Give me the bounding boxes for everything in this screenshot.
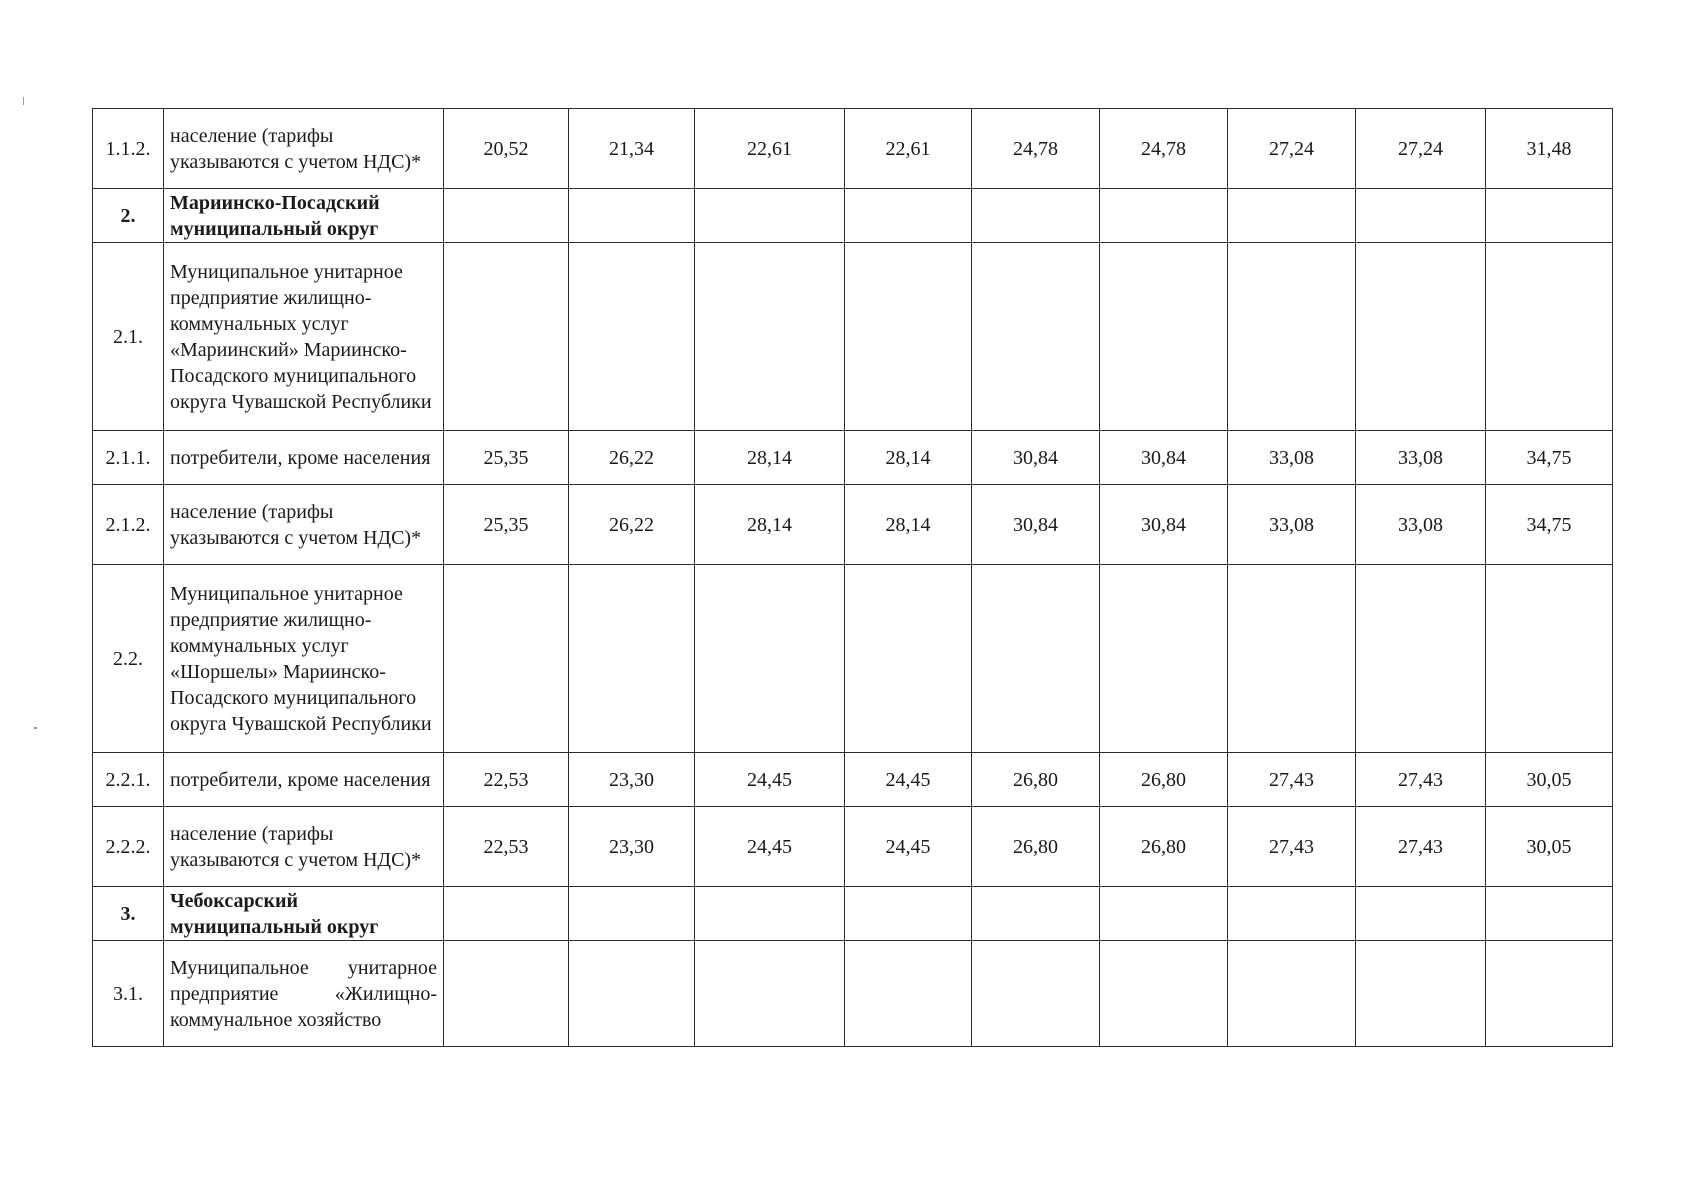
table-cell <box>1100 941 1228 1047</box>
table-cell: 33,08 <box>1228 431 1356 485</box>
row-number: 2. <box>93 189 164 243</box>
table-cell <box>1356 887 1486 941</box>
row-name: потребители, кроме населения <box>164 753 444 807</box>
row-name: население (тарифы указываются с учетом НДС)* <box>164 109 444 189</box>
table-cell: 24,78 <box>972 109 1100 189</box>
table-cell <box>444 565 569 753</box>
table-cell <box>1228 887 1356 941</box>
table-row <box>93 807 1613 887</box>
table-cell <box>1486 243 1613 431</box>
table-cell <box>569 189 695 243</box>
row-number: 2.2.1. <box>93 753 164 807</box>
table-cell: 27,24 <box>1356 109 1486 189</box>
table-cell: 22,61 <box>695 109 845 189</box>
table-cell <box>1486 189 1613 243</box>
table-cell <box>1228 565 1356 753</box>
table-cell <box>444 243 569 431</box>
table-cell: 25,35 <box>444 485 569 565</box>
table-cell: 26,80 <box>1100 807 1228 887</box>
row-number: 1.1.2. <box>93 109 164 189</box>
table-cell <box>1100 887 1228 941</box>
table-cell <box>695 189 845 243</box>
table-cell: 24,45 <box>695 807 845 887</box>
table-row <box>93 109 1613 189</box>
table-cell: 28,14 <box>695 485 845 565</box>
table-row <box>93 887 1613 941</box>
row-name: Муниципальное унитарное предприятие жилищно-коммунальных услуг «Шоршелы» Мариинско-Посадского муниципального округа Чувашской Республики <box>164 565 444 753</box>
table-cell <box>845 243 972 431</box>
table-cell <box>695 887 845 941</box>
table-row <box>93 243 1613 431</box>
table-cell: 28,14 <box>695 431 845 485</box>
tariff-table <box>92 108 1613 1047</box>
table-cell: 24,78 <box>1100 109 1228 189</box>
table-cell: 22,61 <box>845 109 972 189</box>
table-cell <box>1228 941 1356 1047</box>
table-cell <box>695 565 845 753</box>
table-cell: 28,14 <box>845 431 972 485</box>
row-number: 3. <box>93 887 164 941</box>
table-row <box>93 431 1613 485</box>
table-cell <box>1100 565 1228 753</box>
row-name: Муниципальное унитарное предприятие «Жилищно-коммунальное хозяйство <box>164 941 444 1047</box>
table-cell <box>845 189 972 243</box>
table-cell: 23,30 <box>569 807 695 887</box>
table-cell: 33,08 <box>1228 485 1356 565</box>
table-cell: 26,80 <box>1100 753 1228 807</box>
table-cell <box>1356 565 1486 753</box>
table-cell: 26,80 <box>972 753 1100 807</box>
table-cell <box>1100 189 1228 243</box>
table-cell: 34,75 <box>1486 485 1613 565</box>
table-cell: 24,45 <box>845 807 972 887</box>
table-cell: 26,80 <box>972 807 1100 887</box>
row-name: Муниципальное унитарное предприятие жилищно-коммунальных услуг «Мариинский» Мариинско-Посадского муниципального округа Чувашской Республики <box>164 243 444 431</box>
table-cell: 27,43 <box>1356 753 1486 807</box>
table-cell: 30,84 <box>1100 485 1228 565</box>
table-cell: 30,05 <box>1486 753 1613 807</box>
table-cell <box>569 941 695 1047</box>
row-number: 2.1.1. <box>93 431 164 485</box>
table-cell <box>1486 887 1613 941</box>
table-cell: 23,30 <box>569 753 695 807</box>
table-cell: 27,24 <box>1228 109 1356 189</box>
row-name: население (тарифы указываются с учетом НДС)* <box>164 485 444 565</box>
table-cell <box>1486 941 1613 1047</box>
table-cell <box>845 565 972 753</box>
table-cell: 33,08 <box>1356 485 1486 565</box>
table-cell <box>695 941 845 1047</box>
row-number: 3.1. <box>93 941 164 1047</box>
table-cell: 26,22 <box>569 431 695 485</box>
table-cell <box>1486 565 1613 753</box>
table-cell <box>444 189 569 243</box>
table-cell: 22,53 <box>444 807 569 887</box>
table-cell <box>845 887 972 941</box>
row-number: 2.1.2. <box>93 485 164 565</box>
table-cell <box>1228 243 1356 431</box>
table-cell: 26,22 <box>569 485 695 565</box>
table-cell <box>1100 243 1228 431</box>
table-cell <box>972 565 1100 753</box>
table-cell <box>1356 243 1486 431</box>
table-cell: 27,43 <box>1228 807 1356 887</box>
table-cell: 30,05 <box>1486 807 1613 887</box>
table-cell <box>845 941 972 1047</box>
table-cell <box>1228 189 1356 243</box>
table-cell: 27,43 <box>1356 807 1486 887</box>
table-cell: 30,84 <box>1100 431 1228 485</box>
table-row <box>93 189 1613 243</box>
table-cell: 27,43 <box>1228 753 1356 807</box>
table-cell <box>1356 189 1486 243</box>
table-cell <box>444 941 569 1047</box>
table-cell: 22,53 <box>444 753 569 807</box>
row-number: 2.2. <box>93 565 164 753</box>
table-cell <box>972 189 1100 243</box>
table-cell: 33,08 <box>1356 431 1486 485</box>
row-number: 2.2.2. <box>93 807 164 887</box>
row-name: население (тарифы указываются с учетом НДС)* <box>164 807 444 887</box>
table-cell: 24,45 <box>845 753 972 807</box>
table-cell: 24,45 <box>695 753 845 807</box>
table-cell: 30,84 <box>972 485 1100 565</box>
row-number: 2.1. <box>93 243 164 431</box>
table-cell <box>695 243 845 431</box>
table-cell <box>444 887 569 941</box>
row-name: потребители, кроме населения <box>164 431 444 485</box>
section-heading: Чебоксарский муниципальный округ <box>164 887 444 941</box>
section-heading: Мариинско-Посадский муниципальный округ <box>164 189 444 243</box>
table-cell <box>972 887 1100 941</box>
table-cell <box>972 941 1100 1047</box>
table-cell <box>569 243 695 431</box>
table-row <box>93 485 1613 565</box>
table-cell <box>1356 941 1486 1047</box>
scan-mark <box>34 727 37 729</box>
table-cell: 28,14 <box>845 485 972 565</box>
table-cell <box>972 243 1100 431</box>
table-cell: 31,48 <box>1486 109 1613 189</box>
table-row <box>93 941 1613 1047</box>
table-cell <box>569 887 695 941</box>
table-cell: 34,75 <box>1486 431 1613 485</box>
table-row <box>93 565 1613 753</box>
table-cell: 21,34 <box>569 109 695 189</box>
table-cell: 25,35 <box>444 431 569 485</box>
table-cell: 30,84 <box>972 431 1100 485</box>
table-row <box>93 753 1613 807</box>
table-cell <box>569 565 695 753</box>
table-cell: 20,52 <box>444 109 569 189</box>
scan-mark <box>23 97 24 105</box>
